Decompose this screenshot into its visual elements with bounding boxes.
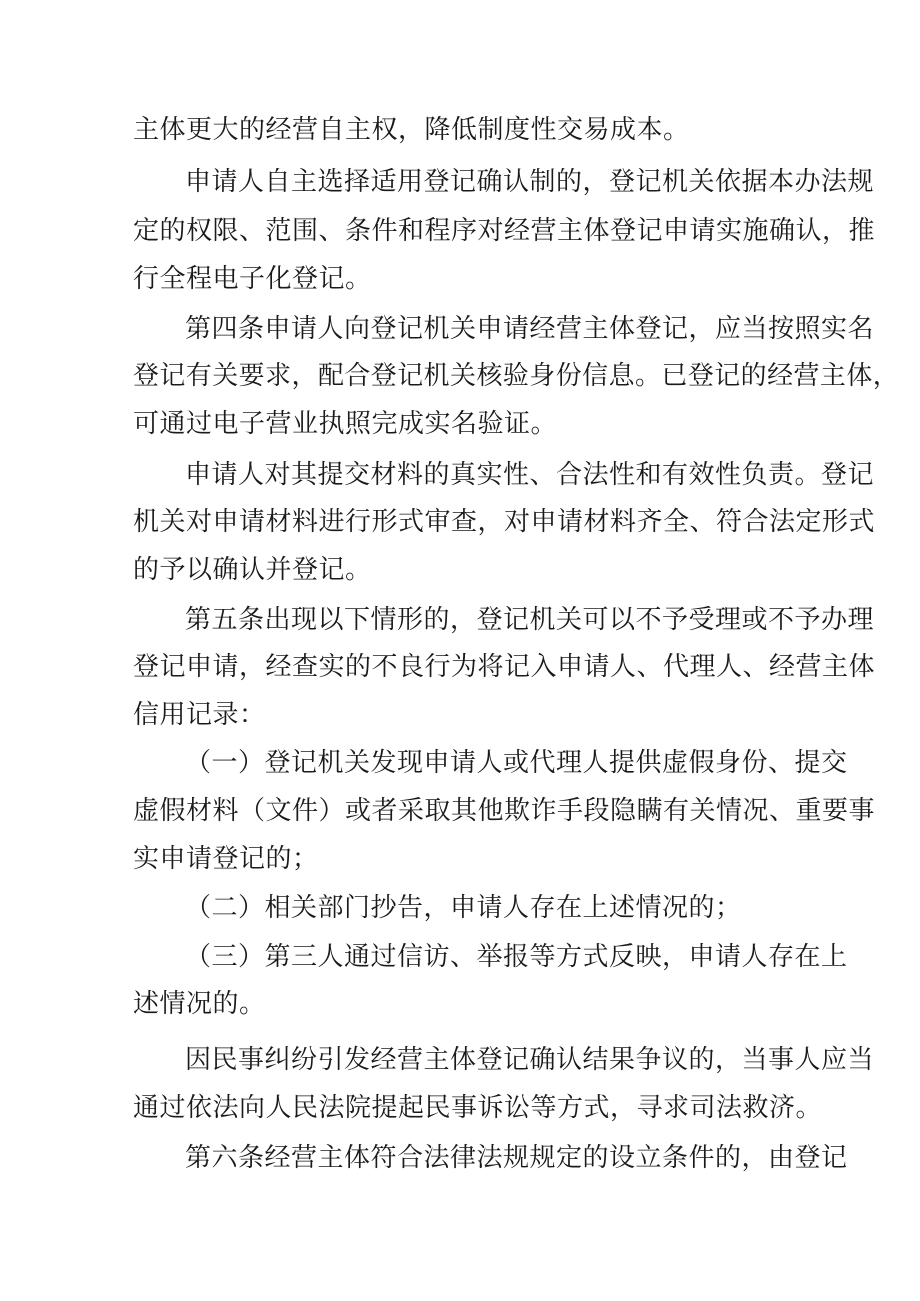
text-line: 信用记录： bbox=[133, 700, 266, 730]
text-line: 机关对申请材料进行形式审查，对申请材料齐全、符合法定形式 bbox=[133, 507, 876, 537]
text-line: 实申请登记的； bbox=[133, 844, 319, 874]
text-line: 第五条出现以下情形的，登记机关可以不予受理或不予办理 bbox=[185, 605, 875, 635]
text-line: 述情况的。 bbox=[133, 989, 266, 1019]
text-line: 申请人对其提交材料的真实性、合法性和有效性负责。登记 bbox=[185, 460, 875, 490]
text-line: 第六条经营主体符合法律法规规定的设立条件的，由登记 bbox=[185, 1143, 848, 1173]
text-line: 因民事纠纷引发经营主体登记确认结果争议的，当事人应当 bbox=[185, 1045, 875, 1075]
text-line: 主体更大的经营自主权，降低制度性交易成本。 bbox=[133, 115, 690, 145]
text-line: 通过依法向人民法院提起民事诉讼等方式，寻求司法救济。 bbox=[133, 1093, 823, 1123]
text-line: 登记有关要求，配合登记机关核验身份信息。已登记的经营主体， bbox=[133, 361, 900, 391]
text-line: （三）第三人通过信访、举报等方式反映，申请人存在上 bbox=[185, 942, 848, 972]
text-line: 登记申请，经查实的不良行为将记入申请人、代理人、经营主体 bbox=[133, 652, 876, 682]
text-line: 的予以确认并登记。 bbox=[133, 555, 372, 585]
text-line: 可通过电子营业执照完成实名验证。 bbox=[133, 409, 558, 439]
text-line: 第四条申请人向登记机关申请经营主体登记，应当按照实名 bbox=[185, 314, 875, 344]
text-line: 定的权限、范围、条件和程序对经营主体登记申请实施确认，推 bbox=[133, 216, 876, 246]
text-line: 行全程电子化登记。 bbox=[133, 264, 372, 294]
text-line: （一）登记机关发现申请人或代理人提供虚假身份、提交 bbox=[185, 748, 848, 778]
text-line: 申请人自主选择适用登记确认制的，登记机关依据本办法规 bbox=[185, 167, 875, 197]
text-line: 虚假材料（文件）或者采取其他欺诈手段隐瞒有关情况、重要事 bbox=[133, 796, 876, 826]
text-line: （二）相关部门抄告，申请人存在上述情况的； bbox=[185, 893, 742, 923]
